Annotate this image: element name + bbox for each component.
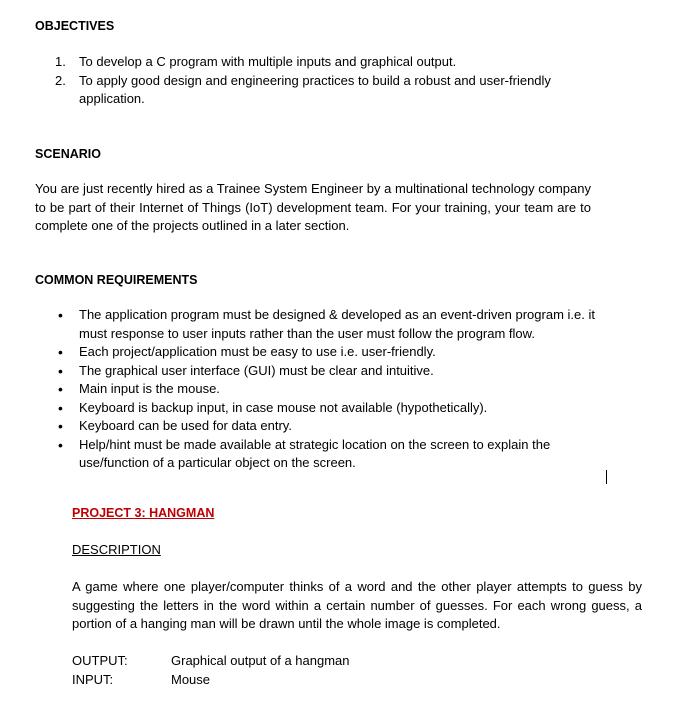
list-item-text: Help/hint must be made available at strategic location on the screen to explain the use/function of a particular object on the screen.: [79, 436, 551, 470]
list-item: [55, 380, 595, 399]
list-item-text: Keyboard can be used for data entry.: [79, 418, 292, 433]
bullet-icon: •: [58, 418, 63, 434]
bullet-icon: •: [58, 362, 63, 379]
objectives-heading: OBJECTIVES: [35, 19, 115, 33]
output-label: OUTPUT:: [72, 653, 128, 668]
objectives-list: [55, 53, 595, 109]
description-heading: DESCRIPTION: [72, 542, 161, 557]
list-item-text: Main input is the mouse.: [79, 381, 220, 396]
list-item: [55, 306, 595, 343]
project-title: PROJECT 3: HANGMAN: [72, 506, 215, 520]
list-item-text: To develop a C program with multiple inputs and graphical output.: [79, 54, 457, 69]
bullet-icon: •: [58, 344, 63, 360]
bullet-icon: •: [58, 381, 63, 397]
output-value: Graphical output of a hangman: [171, 653, 350, 668]
list-item: [55, 399, 595, 418]
scenario-heading: SCENARIO: [35, 147, 101, 161]
list-item-text: The application program must be designed & developed as an event-driven program i.e. it must response to user inputs rather than the user must follow the program flow.: [79, 307, 595, 341]
list-item-text: Keyboard is backup input, in case mouse not available (hypothetically).: [79, 399, 488, 415]
list-item: [55, 343, 595, 362]
input-label: INPUT:: [72, 672, 114, 687]
list-number: 1.: [55, 54, 66, 69]
requirements-list: [55, 306, 595, 473]
list-item-text: Each project/application must be easy to use i.e. user-friendly.: [79, 344, 436, 359]
list-item: [55, 72, 595, 109]
list-item-text: To apply good design and engineering practices to build a robust and user-friendly application.: [79, 72, 551, 106]
list-item: [55, 362, 595, 381]
common-requirements-heading: COMMON REQUIREMENTS: [35, 273, 198, 287]
list-item: [55, 53, 595, 72]
list-item: [55, 417, 595, 436]
list-number: 2.: [55, 72, 66, 88]
list-item-text: The graphical user interface (GUI) must be clear and intuitive.: [79, 362, 434, 378]
bullet-icon: •: [58, 399, 63, 416]
bullet-icon: •: [58, 436, 63, 453]
input-value: Mouse: [171, 672, 211, 687]
scenario-paragraph: You are just recently hired as a Trainee System Engineer by a multinational technology company to be part of their Internet of Things (IoT) development team. For your training, your team are to complete one of the projects outlined in a later section.: [35, 181, 591, 233]
description-paragraph: A game where one player/computer thinks of a word and the other player attempts to guess by suggesting the letters in the word within a certain number of guesses. For each wrong guess, a portion of a hanging man will be drawn until the whole image is completed.: [72, 579, 642, 631]
text-cursor: [606, 470, 607, 484]
list-item: [55, 436, 595, 473]
bullet-icon: •: [58, 307, 63, 323]
